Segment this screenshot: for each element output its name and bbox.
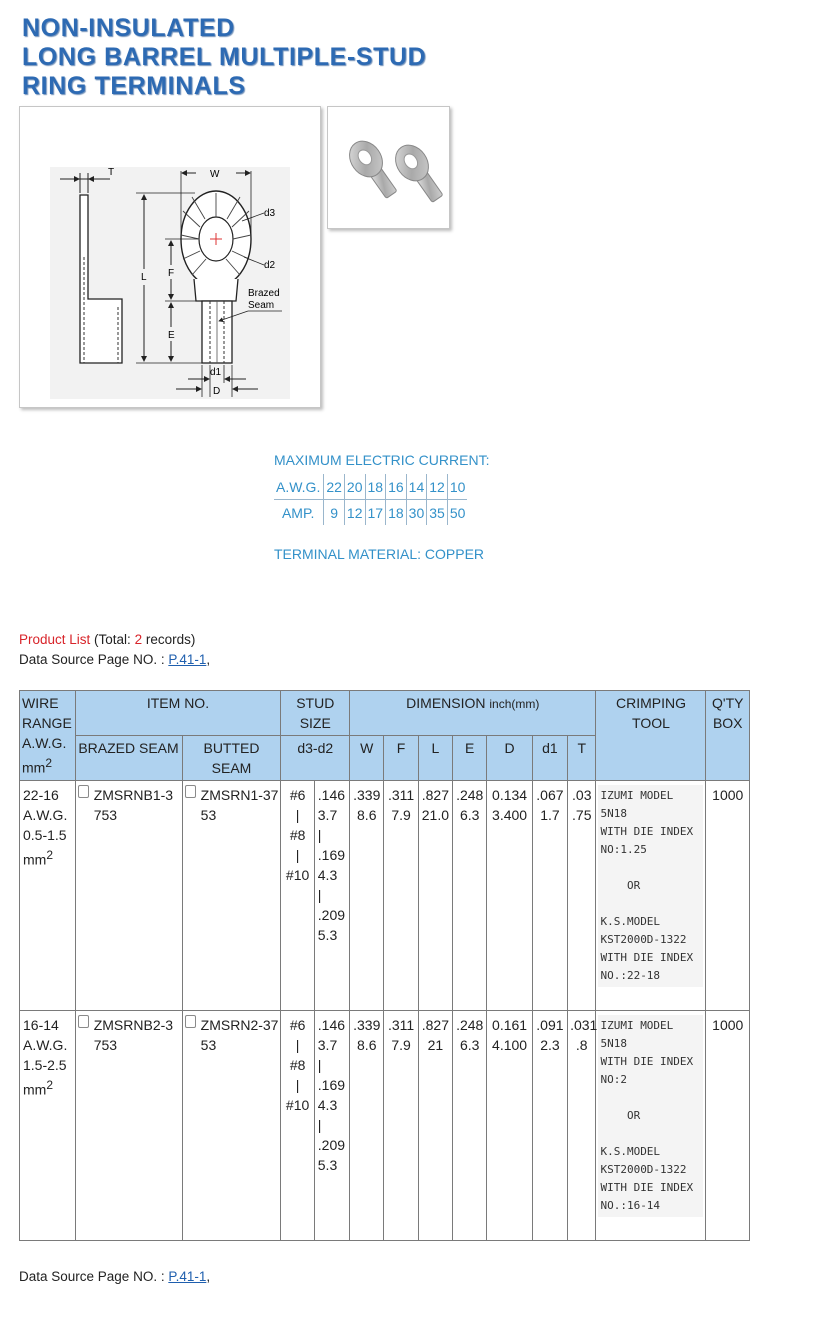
d3d2-line: |	[317, 1057, 322, 1073]
l-cell	[418, 1011, 452, 1241]
l-mm: 21.0	[421, 807, 449, 823]
material-label: TERMINAL MATERIAL:	[274, 546, 422, 562]
stud-size-cell	[281, 781, 314, 1011]
d3d2-line: .209	[317, 1137, 346, 1153]
dimension-label: DIMENSION	[406, 695, 486, 711]
brazed-item-cell	[75, 781, 182, 1011]
header-f: F	[384, 736, 418, 781]
data-source-trail: ,	[206, 652, 211, 667]
l-inch: .827	[421, 787, 449, 803]
header-wire-range	[20, 691, 76, 781]
wire-range-cell	[20, 1011, 76, 1241]
d-cell	[487, 1011, 532, 1241]
terminal-material	[274, 546, 484, 562]
butted-item-cell	[182, 781, 281, 1011]
select-checkbox[interactable]	[78, 1015, 89, 1028]
d3d2-line: |	[317, 887, 322, 903]
l-inch: .827	[421, 1017, 449, 1033]
wire-unit: mm	[23, 1081, 47, 1098]
table-row	[20, 781, 750, 1011]
stud-line: #10	[285, 1097, 310, 1113]
f-inch: .311	[387, 1017, 415, 1033]
label-t: T	[108, 167, 115, 178]
header-stud-size: STUD SIZE	[281, 691, 350, 736]
data-source-footer	[19, 1267, 210, 1287]
label-f: F	[168, 268, 175, 279]
d-mm: 3.400	[492, 807, 528, 823]
title-line-2: LONG BARREL MULTIPLE-STUD	[22, 43, 427, 71]
page-title	[22, 14, 426, 101]
stud-line: |	[295, 1037, 300, 1053]
technical-drawing[interactable]	[19, 106, 321, 408]
total-prefix: (Total:	[90, 632, 135, 647]
awg-value: 10	[447, 474, 467, 500]
data-source-trail: ,	[206, 1269, 211, 1284]
crimping-tool-text: IZUMI MODEL 5N18 WITH DIE INDEX NO:1.25 OR K.S.MODEL KST2000D-1322 WITH DIE INDEX NO.:22-18	[598, 785, 703, 987]
stud-line: |	[295, 847, 300, 863]
t-cell	[568, 1011, 596, 1241]
header-butted-seam: BUTTED SEAM	[182, 736, 281, 781]
stud-line: |	[295, 807, 300, 823]
d-inch: 0.134	[492, 787, 528, 803]
title-line-1: NON-INSULATED	[22, 14, 235, 42]
header-l: L	[418, 736, 452, 781]
label-d3: d3	[264, 208, 276, 219]
label-w: W	[210, 169, 220, 180]
stud-line: #10	[285, 867, 310, 883]
label-e: E	[168, 330, 175, 341]
product-photo[interactable]	[327, 106, 450, 229]
label-d: D	[213, 386, 221, 397]
title-line-3: RING TERMINALS	[22, 72, 246, 100]
d1-inch: .091	[536, 1017, 564, 1033]
amp-value: 35	[427, 500, 448, 526]
brazed-item-code[interactable]: ZMSRNB2-3753	[93, 1017, 174, 1053]
e-cell	[453, 1011, 487, 1241]
data-source-link[interactable]: P.41-1	[168, 1269, 207, 1284]
qty-cell: 1000	[706, 781, 750, 1011]
f-inch: .311	[387, 787, 415, 803]
d3d2-line: |	[317, 827, 322, 843]
d1-mm: 2.3	[540, 1037, 560, 1053]
f-cell	[384, 781, 418, 1011]
butted-item-code[interactable]: ZMSRN1-3753	[200, 787, 279, 823]
w-inch: .339	[353, 787, 381, 803]
table-row	[20, 1011, 750, 1241]
awg-value: 16	[386, 474, 407, 500]
crimping-tool-text: IZUMI MODEL 5N18 WITH DIE INDEX NO:2 OR K.S.MODEL KST2000D-1322 WITH DIE INDEX NO.:16-14	[598, 1015, 703, 1217]
awg-value: 22	[324, 474, 345, 500]
material-value: COPPER	[424, 546, 485, 562]
d1-cell	[532, 1011, 567, 1241]
wire-unit-sup: 2	[45, 756, 53, 770]
header-e: E	[453, 736, 487, 781]
l-cell	[418, 781, 452, 1011]
f-cell	[384, 1011, 418, 1241]
header-row-1	[20, 691, 750, 736]
amp-label: AMP.	[281, 504, 315, 521]
stud-line: #6	[289, 1017, 306, 1033]
awg-row	[274, 474, 467, 500]
header-w: W	[350, 736, 384, 781]
amp-value: 17	[365, 500, 386, 526]
butted-item-code[interactable]: ZMSRN2-3753	[200, 1017, 279, 1053]
ring-terminal-photo	[328, 107, 449, 228]
d3d2-line: .209	[317, 907, 346, 923]
d-inch: 0.161	[492, 1017, 528, 1033]
d1-inch: .067	[536, 787, 564, 803]
t-inch: .031	[570, 1017, 598, 1033]
wire-mm: 0.5-1.5	[23, 827, 67, 843]
total-suffix: records)	[142, 632, 196, 647]
header-d: D	[487, 736, 532, 781]
e-cell	[453, 781, 487, 1011]
amp-row	[274, 500, 467, 526]
d3d2-line: 5.3	[317, 1157, 338, 1173]
qty-cell: 1000	[706, 1011, 750, 1241]
l-mm: 21	[427, 1037, 444, 1053]
f-mm: 7.9	[391, 807, 411, 823]
label-seam: Seam	[248, 300, 275, 311]
label-d2: d2	[264, 260, 276, 271]
label-d1: d1	[210, 367, 222, 378]
d3d2-line: |	[317, 1117, 322, 1133]
header-crimping-tool: CRIMPING TOOL	[596, 691, 706, 781]
select-checkbox[interactable]	[78, 785, 89, 798]
total-count: 2	[134, 632, 143, 647]
d-cell	[487, 781, 532, 1011]
d3d2-line: .146	[317, 787, 346, 803]
awg-value: 14	[406, 474, 427, 500]
d3d2-line: 4.3	[317, 1097, 338, 1113]
header-dimension	[350, 691, 596, 736]
header-d3-d2: d3-d2	[281, 736, 350, 781]
e-inch: .248	[456, 1017, 484, 1033]
wire-range-cell	[20, 781, 76, 1011]
crimping-tool-cell	[596, 1011, 706, 1241]
crimping-tool-cell	[596, 781, 706, 1011]
wire-unit-sup: 2	[46, 1078, 54, 1092]
w-mm: 8.6	[357, 1037, 377, 1053]
e-mm: 6.3	[459, 807, 480, 823]
header-d1: d1	[532, 736, 567, 781]
product-table	[19, 690, 750, 1241]
amp-value: 30	[406, 500, 427, 526]
amp-value: 9	[324, 500, 345, 526]
stud-line: #8	[289, 1057, 306, 1073]
awg-label: A.W.G.	[274, 474, 324, 500]
select-checkbox[interactable]	[185, 785, 196, 798]
data-source-label: Data Source Page NO. :	[19, 1269, 169, 1284]
wire-mm: 1.5-2.5	[23, 1057, 67, 1073]
w-cell	[350, 1011, 384, 1241]
brazed-item-code[interactable]: ZMSRNB1-3753	[93, 787, 174, 823]
amp-value: 50	[447, 500, 467, 526]
d-mm: 4.100	[492, 1037, 528, 1053]
d3d2-line: 3.7	[317, 1037, 338, 1053]
d3d2-line: 3.7	[317, 807, 338, 823]
stud-line: #8	[289, 827, 306, 843]
label-l: L	[141, 272, 147, 283]
d1-mm: 1.7	[540, 807, 560, 823]
amp-value: 18	[386, 500, 407, 526]
awg-value: 20	[344, 474, 365, 500]
product-list-header	[19, 630, 210, 670]
header-qty-box: Q'TY BOX	[706, 691, 750, 781]
d3d2-line: .169	[317, 847, 346, 863]
wire-awg: 16-14 A.W.G.	[23, 1017, 68, 1053]
f-mm: 7.9	[391, 1037, 411, 1053]
t-mm: .8	[575, 1037, 588, 1053]
terminal-dimension-drawing	[20, 107, 320, 407]
d3d2-line: .169	[317, 1077, 346, 1093]
wire-range-label: WIRE RANGE A.W.G.	[22, 695, 72, 751]
d3d2-line: 5.3	[317, 927, 338, 943]
header-brazed-seam: BRAZED SEAM	[75, 736, 182, 781]
data-source-link[interactable]: P.41-1	[168, 652, 207, 667]
brazed-item-cell	[75, 1011, 182, 1241]
w-inch: .339	[353, 1017, 381, 1033]
d1-cell	[532, 781, 567, 1011]
amp-value: 12	[344, 500, 365, 526]
d3d2-line: 4.3	[317, 867, 338, 883]
product-list-label: Product List	[19, 632, 91, 647]
d3d2-line: .146	[317, 1017, 346, 1033]
e-inch: .248	[456, 787, 484, 803]
data-source-label: Data Source Page NO. :	[19, 652, 169, 667]
d3-d2-cell	[314, 1011, 349, 1241]
stud-line: |	[295, 1077, 300, 1093]
wire-unit: mm	[22, 759, 46, 776]
t-cell	[568, 781, 596, 1011]
awg-value: 12	[427, 474, 448, 500]
w-mm: 8.6	[357, 807, 377, 823]
current-table	[274, 474, 467, 525]
awg-value: 18	[365, 474, 386, 500]
select-checkbox[interactable]	[185, 1015, 196, 1028]
dimension-unit: inch(mm)	[489, 697, 540, 711]
wire-unit: mm	[23, 851, 47, 868]
max-current-label: MAXIMUM ELECTRIC CURRENT:	[274, 452, 490, 468]
w-cell	[350, 781, 384, 1011]
t-mm: .75	[572, 807, 592, 823]
d3-d2-cell	[314, 781, 349, 1011]
label-brazed: Brazed	[248, 288, 280, 299]
stud-line: #6	[289, 787, 306, 803]
butted-item-cell	[182, 1011, 281, 1241]
header-item-no: ITEM NO.	[75, 691, 281, 736]
wire-awg: 22-16 A.W.G.	[23, 787, 68, 823]
stud-size-cell	[281, 1011, 314, 1241]
t-inch: .03	[572, 787, 592, 803]
header-t: T	[568, 736, 596, 781]
e-mm: 6.3	[459, 1037, 480, 1053]
wire-unit-sup: 2	[46, 848, 54, 862]
